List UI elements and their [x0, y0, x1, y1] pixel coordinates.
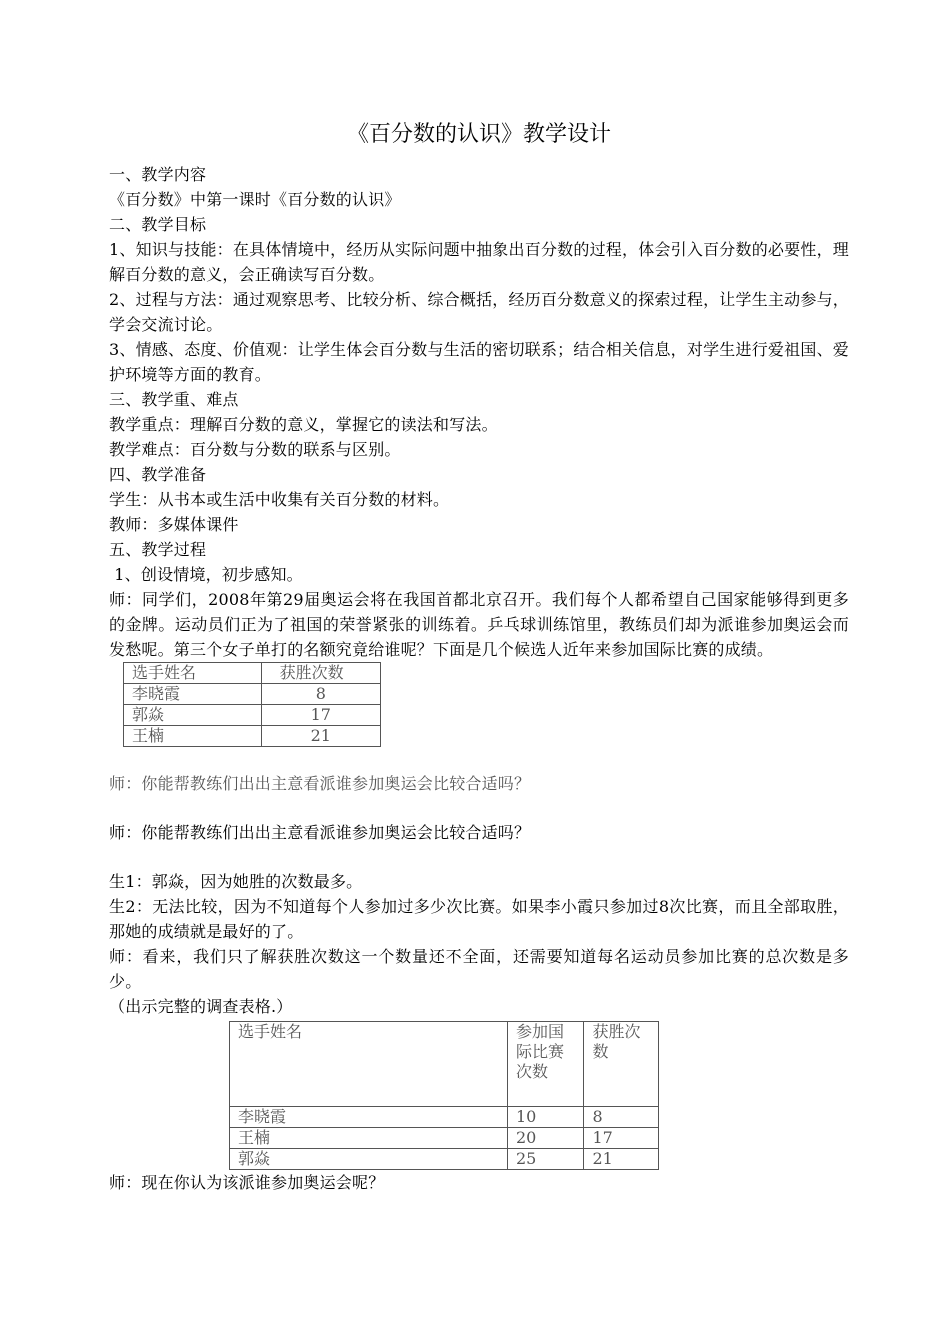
- heading-key-points: 三、教学重、难点: [109, 390, 239, 409]
- teacher-remark: 师：看来，我们只了解获胜次数这一个数量还不全面，还需要知道每名运动员参加比赛的总次数是多少。: [109, 947, 849, 991]
- goal-2: 2、过程与方法：通过观察思考、比较分析、综合概括，经历百分数意义的探索过程，让学生主动参与，学会交流讨论。: [109, 290, 849, 334]
- table-cell: 8: [261, 684, 380, 705]
- header-cell: 获胜次数: [584, 1022, 659, 1107]
- step-1: 1、创设情境，初步感知。: [109, 565, 303, 584]
- prep-teacher: 教师：多媒体课件: [109, 515, 239, 534]
- table-cell: 郭焱: [230, 1149, 508, 1170]
- table-row: [230, 1149, 659, 1170]
- table-cell: 8: [584, 1107, 659, 1128]
- table-cell: 25: [507, 1149, 584, 1170]
- table-cell: 郭焱: [124, 705, 262, 726]
- show-table-note: （出示完整的调查表格.）: [109, 997, 293, 1016]
- table-cell: 李晓霞: [230, 1107, 508, 1128]
- document-title: 《百分数的认识》教学设计: [346, 122, 611, 147]
- heading-goals: 二、教学目标: [109, 215, 207, 234]
- header-cell: 选手姓名: [124, 663, 262, 684]
- table-cell: 21: [261, 726, 380, 747]
- survey-table: [229, 1021, 659, 1170]
- goal-1: 1、知识与技能：在具体情境中，经历从实际问题中抽象出百分数的过程，体会引入百分数的必要性，理解百分数的意义，会正确读写百分数。: [109, 240, 849, 284]
- student-2: 生2：无法比较，因为不知道每个人参加过多少次比赛。如果李小霞只参加过8次比赛，而且全部取胜，那她的成绩就是最好的了。: [109, 897, 849, 941]
- table-cell: 17: [261, 705, 380, 726]
- heading-content: 一、教学内容: [109, 165, 207, 184]
- difficult-point: 教学难点：百分数与分数的联系与区别。: [109, 440, 401, 459]
- section-discussion: [109, 869, 849, 1019]
- heading-preparation: 四、教学准备: [109, 465, 207, 484]
- heading-process: 五、教学过程: [109, 540, 207, 559]
- table-row: [230, 1107, 659, 1128]
- table-row: [124, 726, 381, 747]
- teacher-intro: 师：同学们，2008年第29届奥运会将在我国首都北京召开。我们每个人都希望自己国家能够得到更多的金牌。运动员们正为了祖国的荣誉紧张的训练着。乒乓球训练馆里，教练员们却为派谁参加奥运会而发愁呢。第三个女子单打的名额究竟给谁呢？下面是几个候选人近年来参加国际比赛的成绩。: [109, 590, 849, 659]
- table-header-row: [124, 663, 381, 684]
- table-row: [124, 684, 381, 705]
- student-1: 生1：郭焱，因为她胜的次数最多。: [109, 872, 363, 891]
- key-point: 教学重点：理解百分数的意义，掌握它的读法和写法。: [109, 415, 498, 434]
- goal-3: 3、情感、态度、价值观：让学生体会百分数与生活的密切联系；结合相关信息，对学生进行爱祖国、爱护环境等方面的教育。: [109, 340, 849, 384]
- prep-students: 学生：从书本或生活中收集有关百分数的材料。: [109, 490, 450, 509]
- table-cell: 王楠: [230, 1128, 508, 1149]
- table-row: [124, 705, 381, 726]
- question-gray: 师：你能帮教练们出出主意看派谁参加奥运会比较合适吗？: [109, 774, 531, 793]
- section-intro: [109, 162, 849, 662]
- table-cell: 21: [584, 1149, 659, 1170]
- lesson-line: 《百分数》中第一课时《百分数的认识》: [109, 190, 401, 209]
- document-page: [109, 120, 849, 1195]
- header-cell: 获胜次数: [261, 663, 380, 684]
- table-cell: 王楠: [124, 726, 262, 747]
- header-cell: 选手姓名: [230, 1022, 508, 1107]
- table-cell: 李晓霞: [124, 684, 262, 705]
- table-row: [230, 1128, 659, 1149]
- header-cell: 参加国际比赛次数: [507, 1022, 584, 1107]
- closing-question: 师：现在你认为该派谁参加奥运会呢？: [109, 1173, 385, 1192]
- table-cell: 10: [507, 1107, 584, 1128]
- wins-table: [123, 662, 381, 747]
- table-cell: 17: [584, 1128, 659, 1149]
- question: 师：你能帮教练们出出主意看派谁参加奥运会比较合适吗？: [109, 823, 531, 842]
- table-header-row: [230, 1022, 659, 1107]
- table-cell: 20: [507, 1128, 584, 1149]
